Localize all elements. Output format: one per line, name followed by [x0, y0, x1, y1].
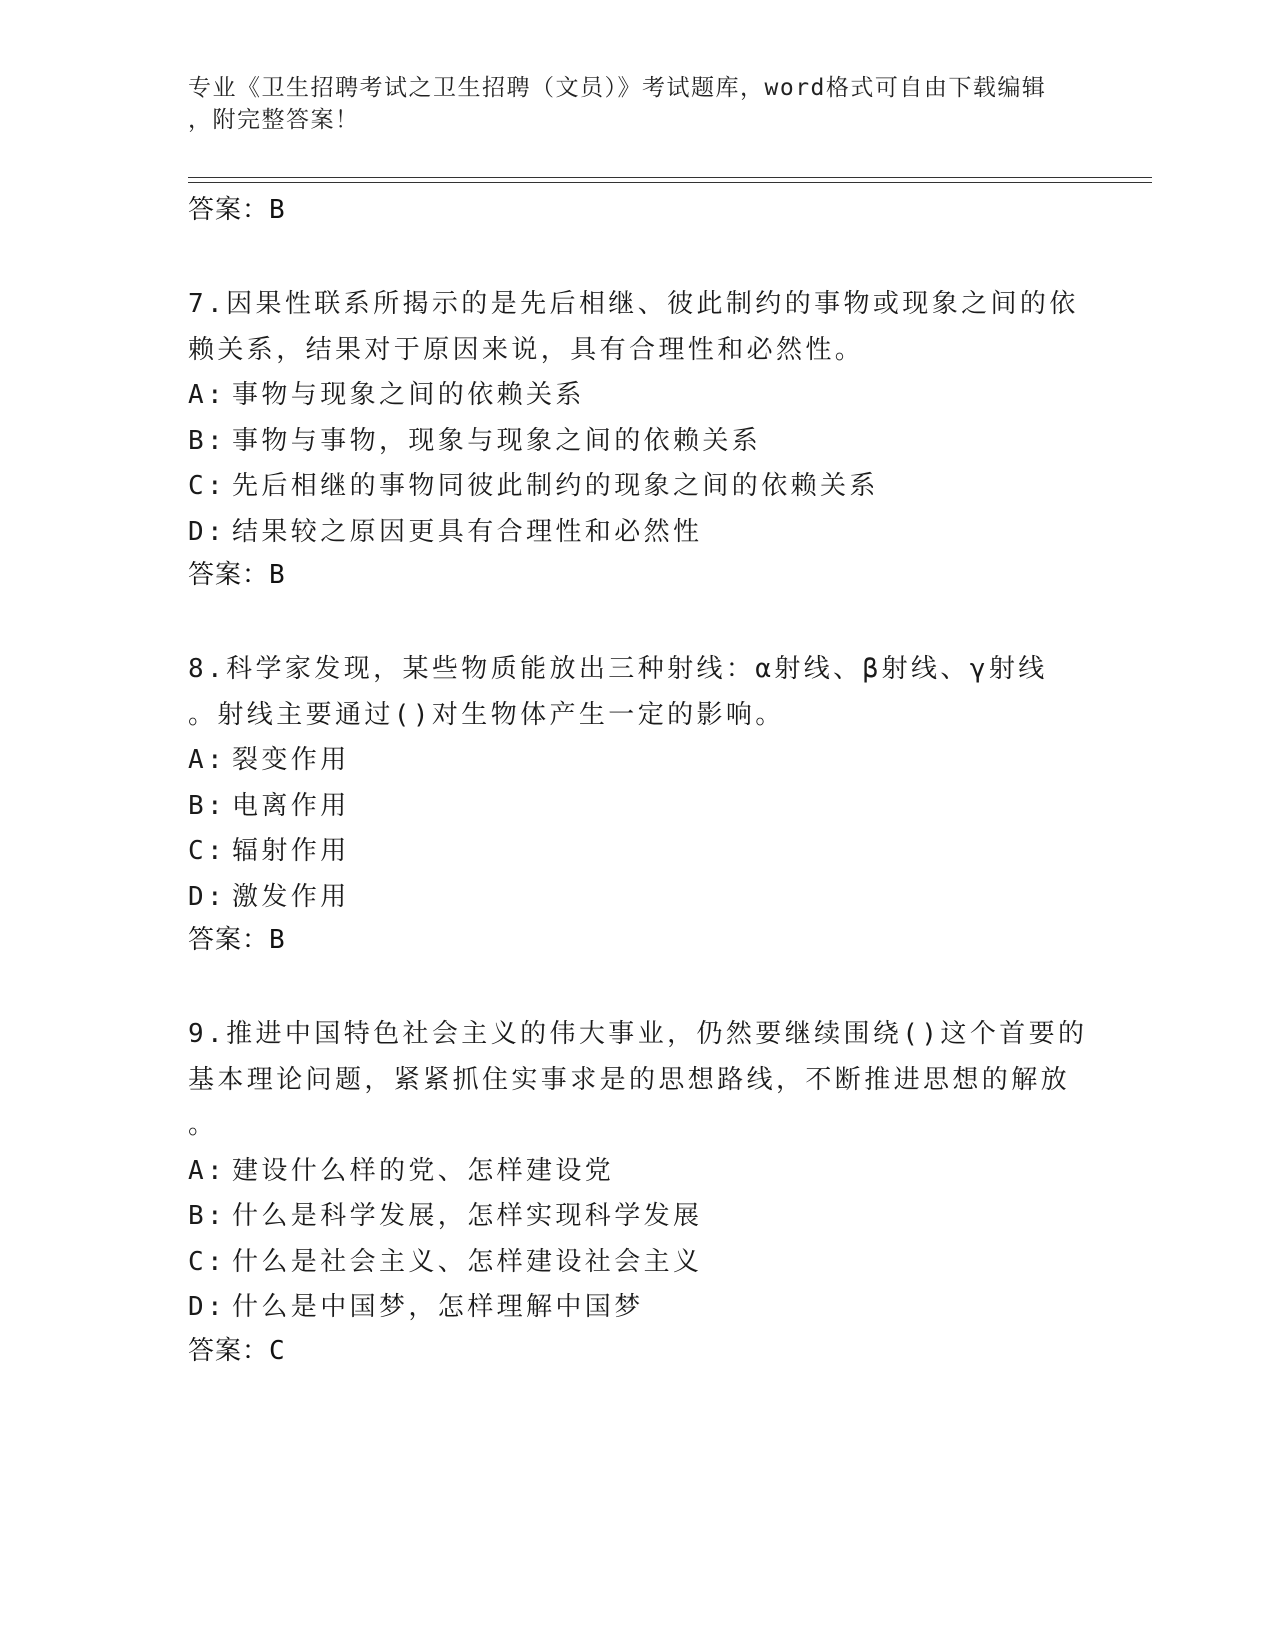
question-stem	[188, 647, 1088, 738]
option-key: A:	[188, 380, 227, 410]
option-text: 事物与现象之间的依赖关系	[232, 380, 585, 410]
option-text: 激发作用	[232, 881, 350, 912]
option-c	[188, 464, 1088, 510]
option-key: A:	[188, 1155, 227, 1186]
option-key: C:	[188, 471, 227, 501]
option-key: D:	[188, 516, 227, 547]
question-stem-line: 赖关系，结果对于原因来说，具有合理性和必然性。	[188, 334, 865, 365]
option-key: D:	[188, 1292, 227, 1322]
option-a	[188, 373, 1088, 419]
option-c	[188, 829, 1088, 875]
option-d	[188, 510, 1088, 556]
option-a	[188, 738, 1088, 784]
option-text: 裂变作用	[232, 745, 350, 775]
header-line-2: ，附完整答案！	[188, 107, 360, 133]
question-stem-line: 9.推进中国特色社会主义的伟大事业，仍然要继续围绕()这个首要的	[188, 1019, 1088, 1049]
question-8	[188, 647, 1088, 960]
document-header	[188, 72, 1068, 136]
option-text: 什么是科学发展，怎样实现科学发展	[232, 1201, 703, 1231]
previous-question-answer: 答案：B	[188, 195, 286, 225]
option-key: D:	[188, 881, 227, 912]
option-text: 什么是中国梦，怎样理解中国梦	[232, 1292, 644, 1322]
question-list	[188, 190, 1088, 1371]
option-b	[188, 1194, 1088, 1240]
option-text: 结果较之原因更具有合理性和必然性	[232, 516, 703, 547]
option-text: 事物与事物，现象与现象之间的依赖关系	[232, 425, 762, 456]
option-key: B:	[188, 425, 227, 456]
header-divider-top	[188, 177, 1152, 178]
option-key: B:	[188, 790, 227, 821]
question-stem-line: 基本理论问题，紧紧抓住实事求是的思想路线，不断推进思想的解放	[188, 1064, 1071, 1095]
option-c	[188, 1240, 1088, 1286]
option-text: 先后相继的事物同彼此制约的现象之间的依赖关系	[232, 471, 879, 501]
question-answer: 答案：B	[188, 925, 286, 955]
option-d	[188, 1285, 1088, 1331]
option-a	[188, 1149, 1088, 1195]
question-stem-line: 。	[188, 1110, 218, 1140]
option-key: C:	[188, 1246, 227, 1277]
question-stem-line: 8.科学家发现，某些物质能放出三种射线：α射线、β射线、γ射线	[188, 654, 1048, 684]
option-text: 电离作用	[232, 790, 350, 821]
question-stem	[188, 282, 1088, 373]
option-text: 什么是社会主义、怎样建设社会主义	[232, 1246, 703, 1277]
option-b	[188, 784, 1088, 830]
question-answer: 答案：B	[188, 560, 286, 590]
option-key: B:	[188, 1201, 227, 1231]
header-divider-bottom	[188, 182, 1152, 183]
option-b	[188, 419, 1088, 465]
question-answer: 答案：C	[188, 1335, 286, 1366]
question-7	[188, 282, 1088, 595]
question-stem-line: 。射线主要通过()对生物体产生一定的影响。	[188, 699, 785, 730]
option-text: 建设什么样的党、怎样建设党	[232, 1155, 615, 1186]
question-9	[188, 1012, 1088, 1371]
header-line-1: 专业《卫生招聘考试之卫生招聘（文员）》考试题库，word格式可自由下载编辑	[188, 75, 1047, 101]
option-d	[188, 875, 1088, 921]
question-stem	[188, 1012, 1088, 1149]
option-key: C:	[188, 836, 227, 866]
option-text: 辐射作用	[232, 836, 350, 866]
option-key: A:	[188, 745, 227, 775]
question-stem-line: 7.因果性联系所揭示的是先后相继、彼此制约的事物或现象之间的依	[188, 289, 1079, 319]
